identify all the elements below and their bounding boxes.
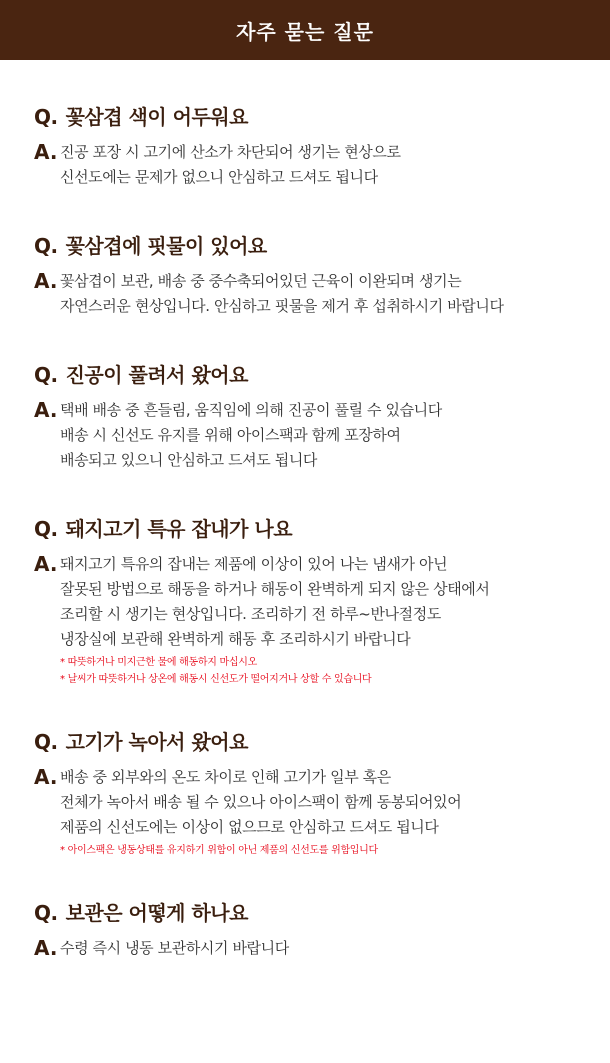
faq-item	[34, 513, 576, 688]
faq-item	[34, 897, 576, 961]
page-title: 자주 묻는 질문	[236, 19, 374, 44]
faq-list	[0, 101, 610, 961]
answer-line: 조리할 시 생기는 현상입니다. 조리하기 전 하루~반나절정도	[60, 605, 441, 623]
question-text: 꽃삼겹에 핏물이 있어요	[65, 234, 267, 258]
faq-question	[34, 726, 576, 755]
answer-line: 꽃삼겹이 보관, 배송 중 중수축되어있던 근육이 이완되며 생기는	[60, 272, 462, 290]
answer-line: 택배 배송 중 흔들림, 움직임에 의해 진공이 풀릴 수 있습니다	[60, 401, 442, 419]
page-header	[0, 0, 610, 60]
caution-note: * 따뜻하거나 미지근한 물에 해동하지 마십시오	[60, 657, 257, 668]
answer-line: 진공 포장 시 고기에 산소가 차단되어 생기는 현상으로	[60, 143, 401, 161]
faq-answer	[34, 765, 576, 859]
faq-question	[34, 513, 576, 542]
question-text: 고기가 녹아서 왔어요	[65, 730, 248, 754]
answer-line: 제품의 신선도에는 이상이 없으므로 안심하고 드셔도 됩니다	[60, 818, 439, 836]
answer-prefix: A.	[34, 398, 58, 422]
question-prefix: Q.	[34, 105, 58, 129]
faq-item	[34, 359, 576, 473]
question-prefix: Q.	[34, 901, 58, 925]
faq-question	[34, 101, 576, 130]
answer-prefix: A.	[34, 269, 58, 293]
answer-line: 배송되고 있으니 안심하고 드셔도 됩니다	[60, 451, 318, 469]
answer-prefix: A.	[34, 936, 58, 960]
answer-line: 배송 중 외부와의 온도 차이로 인해 고기가 일부 혹은	[60, 768, 391, 786]
answer-line: 전체가 녹아서 배송 될 수 있으나 아이스팩이 함께 동봉되어있어	[60, 793, 462, 811]
faq-answer	[34, 140, 576, 190]
caution-note: * 날씨가 따뜻하거나 상온에 해동시 신선도가 떨어지거나 상할 수 있습니다	[60, 674, 372, 685]
answer-prefix: A.	[34, 765, 58, 789]
question-prefix: Q.	[34, 234, 58, 258]
answer-prefix: A.	[34, 140, 58, 164]
faq-question	[34, 897, 576, 926]
faq-answer	[34, 552, 576, 688]
answer-line: 냉장실에 보관해 완벽하게 해동 후 조리하시기 바랍니다	[60, 630, 411, 648]
faq-item	[34, 726, 576, 859]
question-text: 꽃삼겹 색이 어두워요	[65, 105, 248, 129]
faq-question	[34, 359, 576, 388]
answer-line: 신선도에는 문제가 없으니 안심하고 드셔도 됩니다	[60, 168, 378, 186]
faq-answer	[34, 936, 576, 961]
answer-prefix: A.	[34, 552, 58, 576]
question-prefix: Q.	[34, 730, 58, 754]
answer-line: 자연스러운 현상입니다. 안심하고 핏물을 제거 후 섭취하시기 바랍니다	[60, 297, 504, 315]
faq-item	[34, 101, 576, 190]
faq-answer	[34, 269, 576, 319]
answer-line: 돼지고기 특유의 잡내는 제품에 이상이 있어 나는 냄새가 아닌	[60, 555, 448, 573]
question-text: 진공이 풀려서 왔어요	[65, 363, 248, 387]
question-text: 보관은 어떻게 하나요	[65, 901, 248, 925]
question-prefix: Q.	[34, 363, 58, 387]
faq-answer	[34, 398, 576, 473]
answer-line: 잘못된 방법으로 해동을 하거나 해동이 완벽하게 되지 않은 상태에서	[60, 580, 490, 598]
faq-question	[34, 230, 576, 259]
caution-note: * 아이스팩은 냉동상태를 유지하기 위함이 아닌 제품의 신선도를 위함입니다	[60, 845, 378, 856]
question-text: 돼지고기 특유 잡내가 나요	[65, 517, 293, 541]
faq-item	[34, 230, 576, 319]
answer-line: 배송 시 신선도 유지를 위해 아이스팩과 함께 포장하여	[60, 426, 401, 444]
answer-line: 수령 즉시 냉동 보관하시기 바랍니다	[60, 939, 289, 957]
question-prefix: Q.	[34, 517, 58, 541]
